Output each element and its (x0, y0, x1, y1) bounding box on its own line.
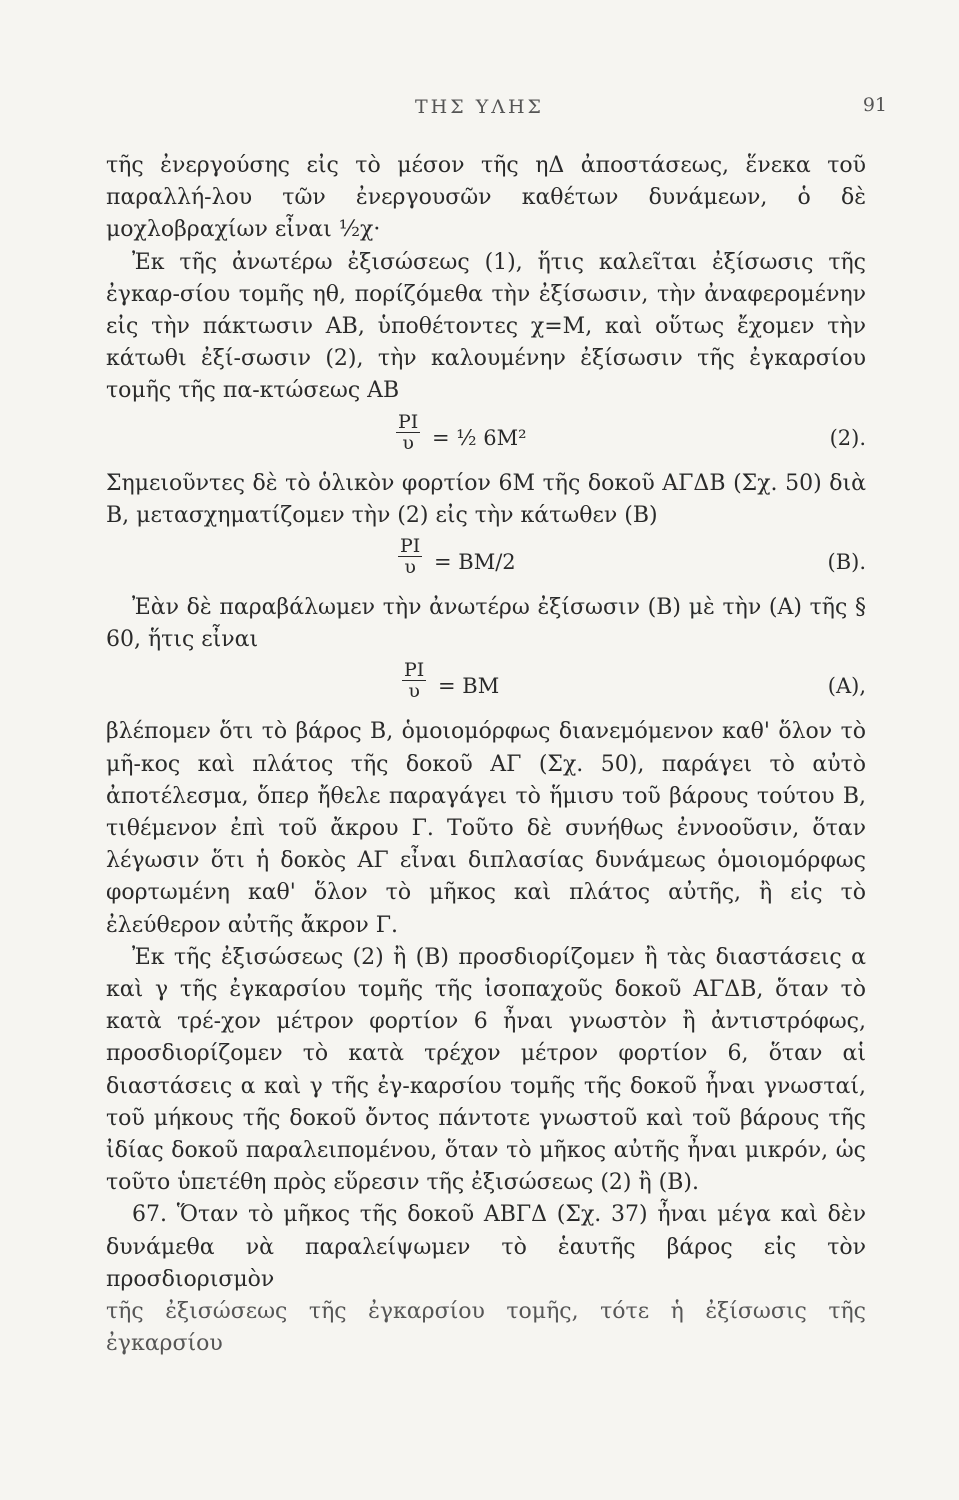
equation-A-denominator: υ (408, 680, 420, 703)
equation-A-fraction (402, 660, 426, 701)
paragraph-7: 67. Ὅταν τὸ μῆκος τῆς δοκοῦ ΑΒΓΔ (Σχ. 37) ἦναι μέγα καὶ δὲν δυνάμεθα νὰ παραλείψωμεν τὸ ἑαυτῆς βάρος εἰς τὸν προσδιορισμὸν (106, 1202, 866, 1292)
equation-2-rhs: = ½ 6Μ² (432, 425, 527, 450)
equation-B-label: (Β). (827, 550, 866, 575)
running-header: ΤΗΣ ΥΛΗΣ (415, 96, 544, 118)
equation-2-label: (2). (829, 425, 866, 450)
equation-2-numerator: ΡΙ (398, 410, 419, 433)
equation-2 (106, 412, 866, 464)
equation-A-numerator: ΡΙ (404, 659, 425, 682)
paragraph-5: βλέπομεν ὅτι τὸ βάρος Β, ὁμοιομόρφως διανεμόμενον καθ' ὅλον τὸ μῆ-κος καὶ πλάτος τῆς δοκοῦ ΑΓ (Σχ. 50), παράγει τὸ αὐτὸ ἀποτέλεσμα, ὅπερ ἤθελε παραγάγει τὸ ἥμισυ τοῦ βάρους τούτου Β, τιθέμενον ἐπὶ τοῦ ἄκρου Γ. Τοῦτο δὲ συνήθως ἐννοοῦσιν, ὅταν λέγωσιν ὅτι ἡ δοκὸς ΑΓ εἶναι διπλασίας δυνάμεως ὁμοιομόρφως φορτωμένη καθ' ὅλον τὸ μῆκος καὶ πλάτος αὐτῆς, ἢ εἰς τὸ ἐλεύθερον αὐτῆς ἄκρον Γ. (106, 719, 866, 938)
equation-B (106, 536, 866, 588)
paragraph-4: Ἐὰν δὲ παραβάλωμεν τὴν ἀνωτέρω ἐξίσωσιν (Β) μὲ τὴν (Α) τῆς § 60, ἥτις εἶναι (106, 595, 866, 653)
equation-A-rhs: = ΒΜ (438, 674, 500, 699)
equation-B-fraction (398, 536, 422, 577)
paragraph-6: Ἐκ τῆς ἐξισώσεως (2) ἢ (Β) προσδιορίζομεν ἢ τὰς διαστάσεις α καὶ γ τῆς ἐγκαρσίου τομῆς τῆς ἰσοπαχοῦς δοκοῦ ΑΓΔΒ, ὅταν τὸ κατὰ τρέ-χον μέτρον φορτίον 6 ἦναι γνωστὸν ἢ ἀντιστρόφως, προσδιορίζομεν τὸ κατὰ τρέχον μέτρον φορτίον 6, ὅταν αἱ διαστάσεις α καὶ γ τῆς ἐγ-καρσίου τομῆς τῆς δοκοῦ ἦναι γνωσταί, τοῦ μήκους τῆς δοκοῦ ὄντος πάντοτε γνωστοῦ καὶ τοῦ βάρους τῆς ἰδίας δοκοῦ παραλειπομένου, ὅταν τὸ μῆκος αὐτῆς ἦναι μικρόν, ὡς τοῦτο ὑπετέθη πρὸς εὕρεσιν τῆς ἐξισώσεως (2) ἢ (Β). (106, 944, 866, 1196)
equation-2-fraction (396, 412, 420, 453)
equation-B-denominator: υ (404, 556, 416, 579)
equation-A-label: (Α), (827, 674, 866, 699)
equation-2-denominator: υ (402, 431, 414, 454)
paragraph-8: τῆς ἐξισώσεως τῆς ἐγκαρσίου τομῆς, τότε ἡ ἐξίσωσις τῆς ἐγκαρσίου (106, 1299, 866, 1357)
equation-A (106, 660, 866, 712)
paragraph-1: τῆς ἐνεργούσης εἰς τὸ μέσον τῆς ηΔ ἀποστάσεως, ἕνεκα τοῦ παραλλή-λου τῶν ἐνεργουσῶν καθέτων δυνάμεων, ὁ δὲ μοχλοβραχίων εἶναι ½χ· (106, 153, 866, 243)
paragraph-2: Ἐκ τῆς ἀνωτέρω ἐξισώσεως (1), ἥτις καλεῖται ἐξίσωσις τῆς ἐγκαρ-σίου τομῆς ηθ, πορίζόμεθα τὴν ἐξίσωσιν, τὴν ἀναφερομένην εἰς τὴν πάκτωσιν ΑΒ, ὑποθέτοντες χ=Μ, καὶ οὕτως ἔχομεν τὴν κάτωθι ἐξί-σωσιν (2), τὴν καλουμένην ἐξίσωσιν τῆς ἐγκαρσίου τομῆς τῆς πα-κτώσεως ΑΒ (106, 249, 866, 404)
page-number: 91 (862, 94, 887, 116)
body-text (106, 150, 866, 1361)
paragraph-3: Σημειοῦντες δὲ τὸ ὁλικὸν φορτίον 6Μ τῆς δοκοῦ ΑΓΔΒ (Σχ. 50) διὰ Β, μετασχηματίζομεν τὴν (2) εἰς τὴν κάτωθεν (Β) (106, 470, 866, 528)
equation-B-rhs: = ΒΜ/2 (434, 550, 516, 575)
equation-B-numerator: ΡΙ (400, 535, 421, 558)
